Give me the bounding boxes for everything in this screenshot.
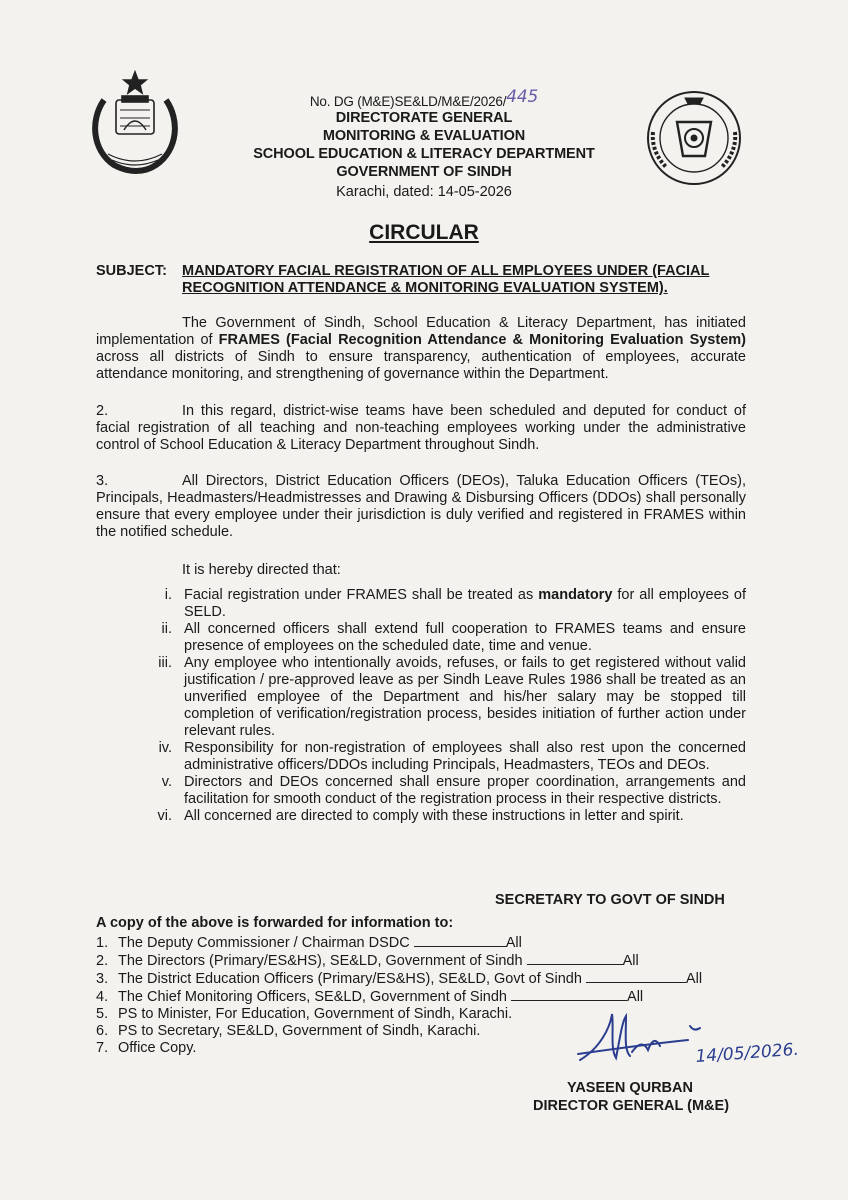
list-item (140, 621, 746, 655)
directive-intro: It is hereby directed that: (182, 562, 341, 578)
list-item-text: Office Copy. (118, 1040, 197, 1056)
paragraph-2-text: In this regard, district-wise teams have been scheduled and deputed for conduct of facial registration of all teaching and non-teaching employees working under the administrative control of School Education & Literacy Department throughout Sindh. (96, 403, 746, 453)
list-item-text: PS to Secretary, SE&LD, Government of Sindh, Karachi. (118, 1023, 481, 1039)
list-item-bold: mandatory (538, 587, 613, 603)
list-item-text: The District Education Officers (Primary/ES&HS), SE&LD, Govt of Sindh (118, 971, 586, 987)
secretary-heading: SECRETARY TO GOVT OF SINDH (495, 892, 725, 908)
list-item (140, 655, 746, 740)
list-item (96, 934, 736, 952)
list-item-suffix: All (622, 953, 639, 969)
list-item-number: 4. (96, 989, 109, 1005)
signer-name: YASEEN QURBAN (567, 1080, 693, 1096)
list-item-number: 5. (96, 1006, 109, 1022)
list-item-text: Any employee who intentionally avoids, refuses, or fails to get registered without valid justification / pre-approved leave as per Sindh Leave Rules 1986 shall be treated as an unverified employee of the Department and his/her salary may be stopped till completion of verification/registration process, besides initiation of further action under relevant rules. (184, 655, 746, 739)
list-item-text: All concerned officers shall extend full cooperation to FRAMES teams and ensure presence of employees on the scheduled date, time and venue. (184, 621, 746, 654)
list-item-text: The Chief Monitoring Officers, SE&LD, Government of Sindh (118, 989, 512, 1005)
list-item-suffix: All (627, 989, 644, 1005)
list-item (140, 774, 746, 808)
signature-date: 14/05/2026. (694, 1039, 800, 1067)
list-item-suffix: All (685, 971, 703, 987)
header-line-4: GOVERNMENT OF SINDH (336, 164, 512, 180)
list-item-number: vi. (157, 808, 172, 824)
fill-line (414, 934, 506, 947)
signature-icon (570, 1008, 800, 1078)
list-item-text: Facial registration under FRAMES shall be treated as (184, 587, 539, 603)
fill-line (586, 970, 686, 983)
subject-label: SUBJECT: (96, 263, 167, 279)
list-item-number: 1. (96, 935, 109, 951)
list-item-text: All concerned are directed to comply with these instructions in letter and spirit. (184, 808, 684, 824)
paragraph-1-bold: FRAMES (Facial Recognition Attendance & Monitoring Evaluation System) (218, 332, 746, 348)
issue-date: Karachi, dated: 14-05-2026 (336, 184, 512, 200)
list-item-text: PS to Minister, For Education, Government of Sindh, Karachi. (118, 1006, 513, 1022)
list-item (140, 808, 746, 825)
paragraph-2 (96, 403, 746, 454)
paragraph-3-text: All Directors, District Education Officers (DEOs), Taluka Education Officers (TEOs), Principals, Headmasters/Headmistresses and Drawing & Disbursing Officers (DDOs) shall personally ensure that every employee under their jurisdiction is duly verified and registered in FRAMES within the notified schedule. (96, 473, 746, 540)
reference-number (0, 87, 848, 111)
list-item-number: v. (161, 774, 172, 790)
list-item-text: The Deputy Commissioner / Chairman DSDC (118, 935, 414, 951)
list-item-text-end: for all employees of SELD. (184, 587, 746, 620)
list-item (140, 587, 746, 621)
list-item-text: The Directors (Primary/ES&HS), SE&LD, Government of Sindh (118, 953, 527, 969)
list-item (96, 952, 736, 970)
list-item-suffix: All (505, 935, 522, 951)
copy-heading: A copy of the above is forwarded for information to: (96, 915, 454, 931)
list-item-number: iv. (158, 740, 172, 756)
list-item-number: 6. (96, 1023, 109, 1039)
reference-number-text: No. DG (M&E)SE&LD/M&E/2026/ (309, 94, 507, 109)
paragraph-3 (96, 473, 746, 541)
header-line-2: MONITORING & EVALUATION (322, 128, 526, 144)
fill-line (527, 952, 623, 965)
paragraph-1-text-b: across all districts of Sindh to ensure transparency, authentication of employees, accurate attendance monitoring, and strengthening of governance within the Department. (96, 349, 746, 382)
reference-handwritten-number: 445 (506, 87, 539, 107)
list-item-number: 2. (96, 953, 109, 969)
paragraph-3-number: 3. (96, 473, 109, 489)
paragraph-1-text-a: The Government of Sindh, School Education & Literacy Department, has initiated implementation of (96, 315, 746, 348)
list-item-text: Responsibility for non-registration of employees shall also rest upon the concerned administrative officers/DDOs including Principals, Headmasters, TEOs and DEOs. (184, 740, 746, 773)
list-item (140, 740, 746, 774)
signer-title: DIRECTOR GENERAL (M&E) (533, 1098, 730, 1114)
directives-list (140, 587, 746, 825)
header-line-1: DIRECTORATE GENERAL (335, 110, 513, 126)
paragraph-2-number: 2. (96, 403, 109, 419)
paragraph-1 (96, 315, 746, 383)
header-line-3: SCHOOL EDUCATION & LITERACY DEPARTMENT (253, 146, 595, 162)
page-title: CIRCULAR (369, 221, 479, 244)
fill-line (511, 988, 627, 1001)
list-item-number: 7. (96, 1040, 109, 1056)
list-item-number: i. (164, 587, 172, 603)
list-item-text: Directors and DEOs concerned shall ensure proper coordination, arrangements and facilitation for smooth conduct of the registration process in their respective districts. (184, 774, 746, 807)
list-item-number: ii. (161, 621, 172, 637)
list-item (96, 970, 736, 988)
list-item-number: 3. (96, 971, 109, 987)
list-item-number: iii. (158, 655, 172, 671)
subject-text: MANDATORY FACIAL REGISTRATION OF ALL EMPLOYEES UNDER (FACIAL RECOGNITION ATTENDANCE & MONITORING EVALUATION SYSTEM). (182, 263, 710, 296)
list-item (96, 988, 736, 1006)
